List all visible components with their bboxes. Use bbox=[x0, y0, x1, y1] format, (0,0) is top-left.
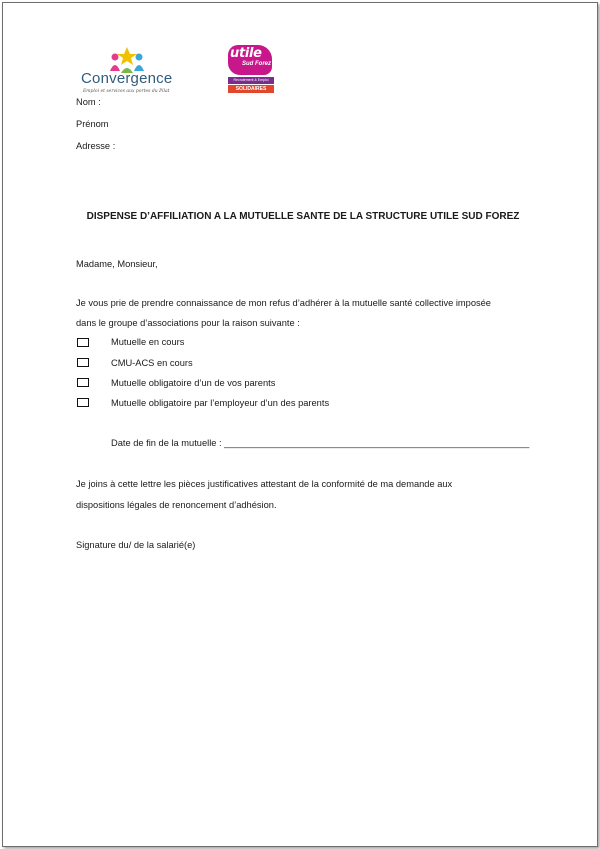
convergence-tagline: Emploi et services aux portes du Pilat bbox=[83, 89, 170, 94]
option-label: Mutuelle obligatoire d’un de vos parents bbox=[111, 378, 276, 388]
option-label: CMU-ACS en cours bbox=[111, 358, 193, 368]
intro-line-1: Je vous prie de prendre connaissance de mon refus d’adhérer à la mutuelle santé collective imposée bbox=[76, 298, 491, 308]
utile-logo bbox=[228, 45, 276, 97]
signature-label: Signature du/ de la salarié(e) bbox=[76, 540, 196, 550]
closing-line-2: dispositions légales de renoncement d’adhésion. bbox=[76, 500, 277, 510]
document-page bbox=[2, 2, 598, 847]
greeting: Madame, Monsieur, bbox=[76, 259, 158, 269]
checkbox-cmu-acs[interactable] bbox=[77, 358, 89, 367]
utile-band-recrutement: Recrutement & Emploi bbox=[228, 77, 274, 84]
end-date-field[interactable]: Date de fin de la mutuelle : ___________________________________________________________ bbox=[111, 438, 530, 448]
utile-sub: Sud Forez bbox=[242, 61, 272, 67]
field-prenom: Prénom bbox=[76, 119, 109, 129]
utile-word: utile bbox=[230, 46, 262, 61]
convergence-logo bbox=[79, 45, 179, 97]
document-title: DISPENSE D’AFFILIATION A LA MUTUELLE SANTE DE LA STRUCTURE UTILE SUD FOREZ bbox=[86, 211, 520, 222]
intro-line-2: dans le groupe d’associations pour la raison suivante : bbox=[76, 318, 300, 328]
field-adresse: Adresse : bbox=[76, 141, 116, 151]
checkbox-mutuelle-parents[interactable] bbox=[77, 378, 89, 387]
option-label: Mutuelle en cours bbox=[111, 337, 185, 347]
utile-badge bbox=[228, 45, 272, 75]
utile-band-solidaires: SOLIDAIRES bbox=[228, 85, 274, 93]
field-nom: Nom : bbox=[76, 97, 101, 107]
closing-line-1: Je joins à cette lettre les pièces justificatives attestant de la conformité de ma demande aux bbox=[76, 479, 453, 489]
checkbox-mutuelle-employeur-parents[interactable] bbox=[77, 398, 89, 407]
checkbox-mutuelle-en-cours[interactable] bbox=[77, 338, 89, 347]
convergence-name: Convergence bbox=[81, 70, 173, 87]
option-label: Mutuelle obligatoire par l’employeur d’un des parents bbox=[111, 398, 330, 408]
